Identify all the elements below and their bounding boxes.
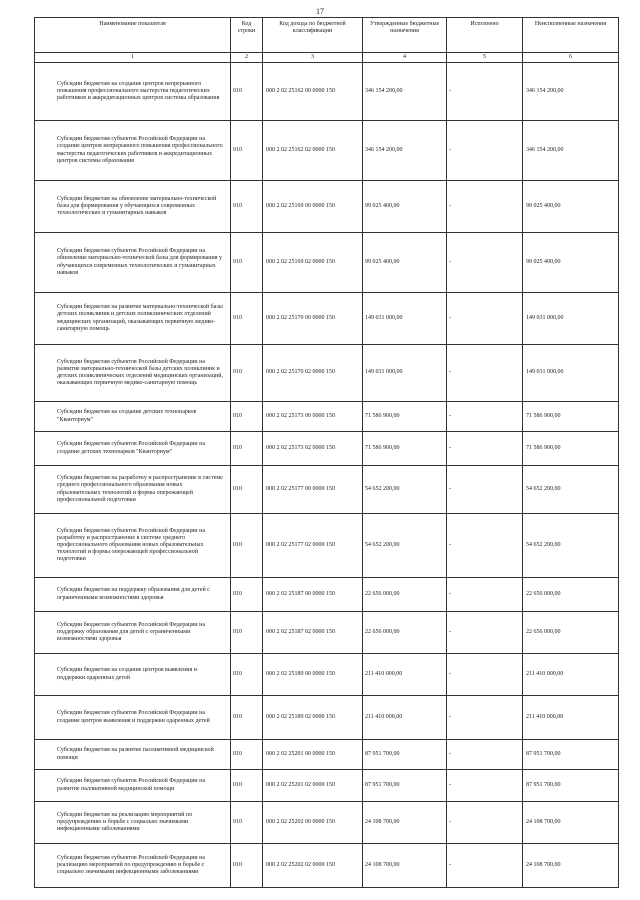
row-code: 010 [231, 654, 263, 696]
row-approved: 24 108 700,00 [363, 844, 447, 888]
row-approved: 211 410 000,00 [363, 696, 447, 740]
row-name: Субсидии бюджетам на разработку и распространение в системе среднего профессионального образования новых образовательных технологий и формы опережающей профессиональной подготовки [35, 466, 231, 514]
row-approved: 211 410 000,00 [363, 654, 447, 696]
row-approved: 87 951 700,00 [363, 740, 447, 770]
row-remaining: 346 154 200,00 [523, 63, 619, 121]
table-row [35, 121, 619, 181]
row-name: Субсидии бюджетам субъектов Российской Федерации на развитие материально-технической базы детских поликлиник и детских поликлинических отделений медицинских организаций, оказывающих первичную медико-санитарную помощь [35, 345, 231, 402]
row-name: Субсидии бюджетам субъектов Российской Федерации на создание детских технопарков "Кванториум" [35, 432, 231, 466]
row-kbk: 000 2 02 25162 02 0000 150 [263, 121, 363, 181]
row-kbk: 000 2 02 25202 02 0000 150 [263, 844, 363, 888]
row-approved: 99 025 400,00 [363, 181, 447, 233]
header-remaining: Неисполненные назначения [523, 18, 619, 53]
row-name: Субсидии бюджетам субъектов Российской Федерации на создание центров выявления и поддержки одаренных детей [35, 696, 231, 740]
row-code: 010 [231, 233, 263, 293]
header-executed: Исполнено [447, 18, 523, 53]
row-name: Субсидии бюджетам субъектов Российской Федерации на обновление материально-технической базы для формирования у обучающихся современных технологических и гуманитарных навыков [35, 233, 231, 293]
header-name: Наименование показателя [35, 18, 231, 53]
row-remaining: 71 586 900,00 [523, 402, 619, 432]
row-kbk: 000 2 02 25187 02 0000 150 [263, 612, 363, 654]
header-kbk: Код дохода по бюджетной классификации [263, 18, 363, 53]
row-remaining: 24 108 700,00 [523, 844, 619, 888]
row-approved: 22 656 000,00 [363, 578, 447, 612]
row-name: Субсидии бюджетам на создание центров непрерывного повышения профессионального мастерства педагогических работников и аккредитационных центров системы образования [35, 63, 231, 121]
column-number: 5 [447, 53, 523, 63]
row-name: Субсидии бюджетам на развитие материально-технической базы детских поликлиник и детских поликлинических отделений медицинских организаций, оказывающих первичную медико-санитарную помощь [35, 293, 231, 345]
row-code: 010 [231, 612, 263, 654]
row-approved: 87 951 700,00 [363, 770, 447, 802]
row-executed: - [447, 432, 523, 466]
table-row [35, 654, 619, 696]
row-executed: - [447, 402, 523, 432]
row-approved: 54 652 200,00 [363, 466, 447, 514]
budget-execution-table [34, 17, 619, 888]
row-kbk: 000 2 02 25169 02 0000 150 [263, 233, 363, 293]
row-kbk: 000 2 02 25169 00 0000 150 [263, 181, 363, 233]
row-code: 010 [231, 514, 263, 578]
row-code: 010 [231, 466, 263, 514]
page-number: 17 [316, 7, 324, 16]
column-number: 1 [35, 53, 231, 63]
row-executed: - [447, 740, 523, 770]
header-approved: Утвержденные бюджетные назначения [363, 18, 447, 53]
row-name: Субсидии бюджетам на создание центров выявления и поддержки одаренных детей [35, 654, 231, 696]
row-code: 010 [231, 432, 263, 466]
column-number: 2 [231, 53, 263, 63]
table-row [35, 432, 619, 466]
row-name: Субсидии бюджетам субъектов Российской Федерации на реализацию мероприятий по предупреждению и борьбе с социально значимыми инфекционными заболеваниями [35, 844, 231, 888]
row-executed: - [447, 466, 523, 514]
row-remaining: 211 410 000,00 [523, 696, 619, 740]
row-kbk: 000 2 02 25173 02 0000 150 [263, 432, 363, 466]
row-approved: 22 656 000,00 [363, 612, 447, 654]
row-executed: - [447, 578, 523, 612]
row-remaining: 24 108 700,00 [523, 802, 619, 844]
row-remaining: 149 031 000,00 [523, 345, 619, 402]
row-kbk: 000 2 02 25187 00 0000 150 [263, 578, 363, 612]
row-remaining: 87 951 700,00 [523, 770, 619, 802]
row-code: 010 [231, 121, 263, 181]
table-header-row [35, 18, 619, 53]
row-remaining: 71 586 900,00 [523, 432, 619, 466]
row-remaining: 87 951 700,00 [523, 740, 619, 770]
row-kbk: 000 2 02 25189 00 0000 150 [263, 654, 363, 696]
row-code: 010 [231, 63, 263, 121]
row-name: Субсидии бюджетам на поддержку образования для детей с ограниченными возможностями здоровья [35, 578, 231, 612]
row-name: Субсидии бюджетам на обновление материально-технической базы для формирования у обучающихся современных технологических и гуманитарных навыков [35, 181, 231, 233]
row-name: Субсидии бюджетам субъектов Российской Федерации на создание центров непрерывного повышения профессионального мастерства педагогических работников и аккредитационных центров системы образования [35, 121, 231, 181]
row-name: Субсидии бюджетам субъектов Российской Федерации на поддержку образования для детей с ограниченными возможностями здоровья [35, 612, 231, 654]
row-kbk: 000 2 02 25177 02 0000 150 [263, 514, 363, 578]
row-code: 010 [231, 740, 263, 770]
row-approved: 149 031 000,00 [363, 293, 447, 345]
table-row [35, 770, 619, 802]
row-kbk: 000 2 02 25173 00 0000 150 [263, 402, 363, 432]
row-executed: - [447, 293, 523, 345]
table-row [35, 844, 619, 888]
header-code: Код строки [231, 18, 263, 53]
row-remaining: 22 656 000,00 [523, 578, 619, 612]
table-row [35, 612, 619, 654]
row-approved: 71 586 900,00 [363, 402, 447, 432]
row-name: Субсидии бюджетам на развитие паллиативной медицинской помощи [35, 740, 231, 770]
table-row [35, 181, 619, 233]
row-kbk: 000 2 02 25170 00 0000 150 [263, 293, 363, 345]
row-code: 010 [231, 402, 263, 432]
row-approved: 346 154 200,00 [363, 63, 447, 121]
row-executed: - [447, 514, 523, 578]
row-approved: 71 586 900,00 [363, 432, 447, 466]
row-remaining: 54 652 200,00 [523, 514, 619, 578]
row-kbk: 000 2 02 25162 00 0000 150 [263, 63, 363, 121]
row-kbk: 000 2 02 25202 00 0000 150 [263, 802, 363, 844]
row-name: Субсидии бюджетам субъектов Российской Федерации на развитие паллиативной медицинской помощи [35, 770, 231, 802]
row-executed: - [447, 654, 523, 696]
table-row [35, 233, 619, 293]
row-executed: - [447, 233, 523, 293]
row-remaining: 99 025 400,00 [523, 233, 619, 293]
row-code: 010 [231, 802, 263, 844]
row-code: 010 [231, 181, 263, 233]
table-body [35, 63, 619, 888]
row-executed: - [447, 181, 523, 233]
row-executed: - [447, 612, 523, 654]
row-code: 010 [231, 578, 263, 612]
row-approved: 54 652 200,00 [363, 514, 447, 578]
row-name: Субсидии бюджетам на реализацию мероприятий по предупреждению и борьбе с социально значимыми инфекционными заболеваниями [35, 802, 231, 844]
row-code: 010 [231, 345, 263, 402]
table-row [35, 293, 619, 345]
table-row [35, 802, 619, 844]
table-row [35, 345, 619, 402]
table-row [35, 63, 619, 121]
row-kbk: 000 2 02 25201 02 0000 150 [263, 770, 363, 802]
row-approved: 149 031 000,00 [363, 345, 447, 402]
row-executed: - [447, 345, 523, 402]
row-executed: - [447, 696, 523, 740]
column-number: 6 [523, 53, 619, 63]
column-number-row [35, 53, 619, 63]
row-approved: 346 154 200,00 [363, 121, 447, 181]
row-remaining: 54 652 200,00 [523, 466, 619, 514]
table-row [35, 402, 619, 432]
row-code: 010 [231, 770, 263, 802]
row-remaining: 149 031 000,00 [523, 293, 619, 345]
row-code: 010 [231, 293, 263, 345]
table-row [35, 514, 619, 578]
row-kbk: 000 2 02 25189 02 0000 150 [263, 696, 363, 740]
table-row [35, 466, 619, 514]
row-remaining: 211 410 000,00 [523, 654, 619, 696]
row-kbk: 000 2 02 25170 02 0000 150 [263, 345, 363, 402]
table-row [35, 696, 619, 740]
row-code: 010 [231, 696, 263, 740]
row-kbk: 000 2 02 25201 00 0000 150 [263, 740, 363, 770]
row-executed: - [447, 844, 523, 888]
row-executed: - [447, 121, 523, 181]
row-executed: - [447, 770, 523, 802]
row-remaining: 346 154 200,00 [523, 121, 619, 181]
column-number: 4 [363, 53, 447, 63]
row-remaining: 22 656 000,00 [523, 612, 619, 654]
row-kbk: 000 2 02 25177 00 0000 150 [263, 466, 363, 514]
row-name: Субсидии бюджетам субъектов Российской Федерации на разработку и распространение в системе среднего профессионального образования новых образовательных технологий и формы опережающей профессиональной подготовки [35, 514, 231, 578]
column-number: 3 [263, 53, 363, 63]
row-executed: - [447, 802, 523, 844]
table-row [35, 740, 619, 770]
row-approved: 99 025 400,00 [363, 233, 447, 293]
table-row [35, 578, 619, 612]
row-remaining: 99 025 400,00 [523, 181, 619, 233]
row-code: 010 [231, 844, 263, 888]
row-approved: 24 108 700,00 [363, 802, 447, 844]
row-executed: - [447, 63, 523, 121]
row-name: Субсидии бюджетам на создание детских технопарков "Кванториум" [35, 402, 231, 432]
